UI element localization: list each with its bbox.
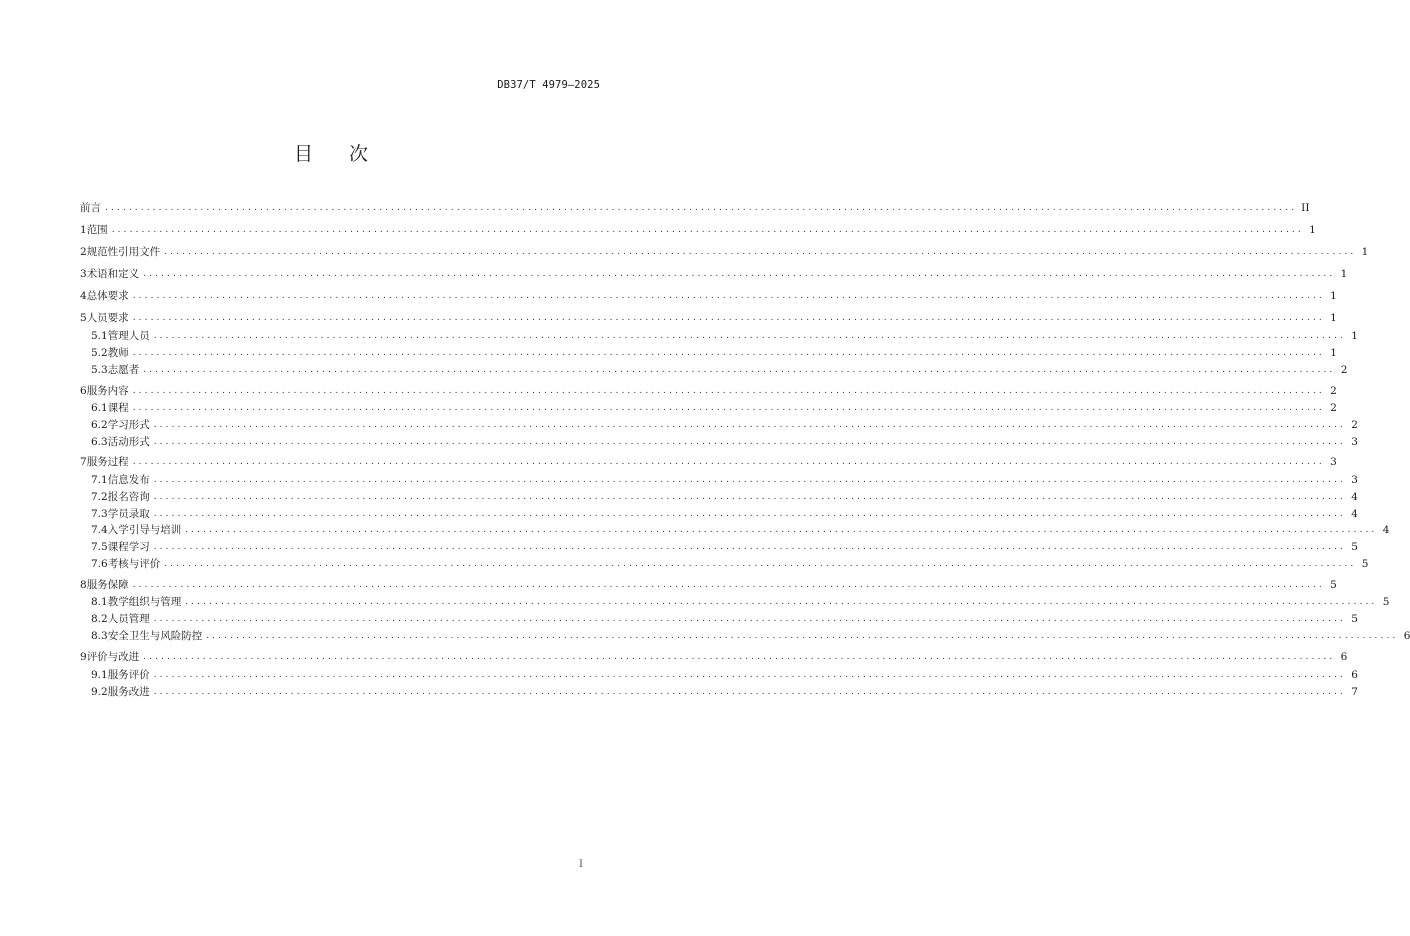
toc-entry-page: 5 [1351,541,1358,553]
toc-entry-number: 8.1 [91,596,108,608]
toc-entry-number: 8 [80,579,87,591]
toc-entry[interactable] [80,362,1348,378]
toc-entry-label: 学习形式 [107,419,150,431]
toc-entry-number: 1 [80,224,87,236]
toc-entry-page: 1 [1309,224,1316,236]
toc-leader-dots: ........................................................................................................................................................................................................ [143,269,1336,279]
toc-entry-page: 6 [1340,651,1348,663]
toc-leader-dots: ........................................................................................................................................................................................................ [153,475,1346,485]
toc-entry-page: 1 [1351,330,1358,342]
toc-entry-page: 6 [1351,669,1358,681]
toc-entry-label: 教学组织与管理 [107,596,182,608]
toc-leader-dots: ........................................................................................................................................................................................................ [164,247,1357,257]
toc-entry-label: 学员录取 [107,508,150,520]
toc-entry-label: 规范性引用文件 [86,246,161,258]
toc-entry-label: 服务改进 [107,686,150,698]
toc-entry-page: 1 [1330,290,1337,302]
toc-entry-label: 课程学习 [107,541,150,553]
toc-entry[interactable] [80,684,1358,700]
toc-leader-dots: ........................................................................................................................................................................................................ [185,597,1378,607]
toc-entry-label: 评价与改进 [86,651,140,663]
toc-entry-number: 5.1 [91,330,108,342]
toc-entry-number: 5.2 [91,347,108,359]
toc-entry[interactable] [80,345,1337,361]
toc-entry[interactable] [80,417,1358,433]
toc-entry-number: 7.6 [91,558,108,570]
toc-entry-page: 7 [1351,686,1358,698]
toc-entry[interactable] [80,611,1358,627]
toc-entry-label: 入学引导与培训 [107,524,182,536]
toc-entry-page: 1 [1330,312,1337,324]
toc-leader-dots: ........................................................................................................................................................................................................ [185,525,1378,535]
toc-entry-number: 7.2 [91,491,108,503]
toc-entry-page: 4 [1351,491,1358,503]
toc-entry[interactable] [80,594,1390,610]
toc-leader-dots: ........................................................................................................................................................................................................ [164,559,1357,569]
toc-entry[interactable] [80,454,1337,470]
toc-entry-number: 7 [80,456,87,468]
toc-leader-dots: ........................................................................................................................................................................................................ [153,670,1346,680]
toc-entry-page: 4 [1351,508,1358,520]
toc-entry-page: 2 [1351,419,1358,431]
toc-entry-page: 1 [1330,347,1337,359]
toc-title-char-1: 目 [293,143,313,165]
toc-entry-page: 6 [1403,630,1410,642]
toc-entry-number: 6.3 [91,436,108,448]
toc-entry[interactable] [80,434,1358,450]
toc-entry-label: 术语和定义 [86,268,140,280]
toc-leader-dots: ........................................................................................................................................................................................................ [132,291,1325,301]
toc-entry-label: 服务过程 [86,456,129,468]
toc-leader-dots: ........................................................................................................................................................................................................ [153,437,1346,447]
toc-entry[interactable] [80,222,1316,238]
toc-leader-dots: ........................................................................................................................................................................................................ [143,652,1336,662]
toc-entry-number: 4 [80,290,87,302]
toc-leader-dots: ........................................................................................................................................................................................................ [143,365,1336,375]
toc-entry[interactable] [80,667,1358,683]
toc-entry-number: 6.2 [91,419,108,431]
toc-entry-label: 人员管理 [107,613,150,625]
toc-entry-number: 8.2 [91,613,108,625]
toc-entry-page: 4 [1382,524,1390,536]
toc-entry[interactable] [80,328,1358,344]
toc-entry-label: 服务保障 [86,579,129,591]
toc-leader-dots: ........................................................................................................................................................................................................ [105,203,1298,213]
toc-title [0,139,662,166]
toc-entry[interactable] [80,628,1410,644]
toc-entry-label: 课程 [107,402,129,414]
toc-leader-dots: ........................................................................................................................................................................................................ [153,331,1346,341]
toc-leader-dots: ........................................................................................................................................................................................................ [153,614,1346,624]
toc-entry-page: 3 [1330,456,1337,468]
toc-entry-number: 7.1 [91,474,108,486]
toc-entry[interactable] [80,310,1337,326]
toc-entry[interactable] [80,577,1337,593]
toc-leader-dots: ........................................................................................................................................................................................................ [111,225,1304,235]
toc-entry-number: 7.5 [91,541,108,553]
toc-entry[interactable] [80,522,1390,538]
toc-entry-page: 3 [1351,474,1358,486]
toc-entry[interactable] [80,649,1348,665]
toc-entry-label: 服务内容 [86,385,129,397]
toc-entry[interactable] [80,489,1358,505]
toc-entry-number: 7.3 [91,508,108,520]
toc-entry-page: 2 [1330,402,1337,414]
toc-entry-page: 5 [1351,613,1358,625]
toc-entry-number: 9 [80,651,87,663]
page-number: I [579,859,583,870]
toc-entry-label: 信息发布 [107,474,150,486]
toc-leader-dots: ........................................................................................................................................................................................................ [153,420,1346,430]
toc-leader-dots: ........................................................................................................................................................................................................ [132,386,1325,396]
toc-leader-dots: ........................................................................................................................................................................................................ [206,631,1399,641]
toc-leader-dots: ........................................................................................................................................................................................................ [153,492,1346,502]
toc-entry-label: 教师 [107,347,129,359]
toc-entry-number: 5.3 [91,364,108,376]
toc-entry-label: 服务评价 [107,669,150,681]
toc-entry-label: 安全卫生与风险防控 [107,630,203,642]
toc-entry[interactable] [80,539,1358,555]
toc-leader-dots: ........................................................................................................................................................................................................ [132,403,1325,413]
toc-entry-number: 6.1 [91,402,108,414]
toc-entry[interactable] [80,383,1337,399]
toc-leader-dots: ........................................................................................................................................................................................................ [153,509,1346,519]
toc-entry[interactable] [80,556,1369,572]
toc-entry-number: 5 [80,312,87,324]
toc-entry[interactable] [80,200,1310,216]
toc-leader-dots: ........................................................................................................................................................................................................ [132,348,1325,358]
toc-entry-page: II [1301,202,1310,214]
toc-title-char-2: 次 [349,143,369,165]
toc-entry[interactable] [80,400,1337,416]
toc-entry[interactable] [80,506,1358,522]
toc-entry[interactable] [80,266,1348,282]
toc-leader-dots: ........................................................................................................................................................................................................ [153,542,1346,552]
toc-entry-number: 2 [80,246,87,258]
toc-entry-label: 总体要求 [86,290,129,302]
toc-entry-label: 志愿者 [107,364,140,376]
toc-entry-number: 9.1 [91,669,108,681]
toc-entry-number: 9.2 [91,686,108,698]
toc-entry-label: 前言 [80,202,101,214]
toc-entry-page: 1 [1340,268,1348,280]
toc-entry-label: 考核与评价 [107,558,161,570]
toc-entry-number: 8.3 [91,630,108,642]
toc-entry-page: 5 [1330,579,1337,591]
toc-entry-label: 报名咨询 [107,491,150,503]
toc-entry-number: 3 [80,268,87,280]
toc-entry-number: 6 [80,385,87,397]
toc-entry-page: 2 [1340,364,1348,376]
toc-entry-page: 3 [1351,436,1358,448]
toc-entry-label: 活动形式 [107,436,150,448]
toc-entry-label: 管理人员 [107,330,150,342]
toc-entry-label: 人员要求 [86,312,129,324]
toc-entry-page: 5 [1361,558,1369,570]
toc-leader-dots: ........................................................................................................................................................................................................ [132,313,1325,323]
toc-entry[interactable] [80,472,1358,488]
toc-entry-number: 7.4 [91,524,108,536]
document-code: DB37/T 4979—2025 [497,79,600,91]
toc-entry-page: 5 [1382,596,1390,608]
toc-entry-page: 1 [1361,246,1369,258]
toc-leader-dots: ........................................................................................................................................................................................................ [132,457,1325,467]
toc-entry-label: 范围 [86,224,108,236]
toc-leader-dots: ........................................................................................................................................................................................................ [153,687,1346,697]
toc-entry[interactable] [80,244,1369,260]
toc-entry-page: 2 [1330,385,1337,397]
toc-entry[interactable] [80,288,1337,304]
toc-leader-dots: ........................................................................................................................................................................................................ [132,580,1325,590]
